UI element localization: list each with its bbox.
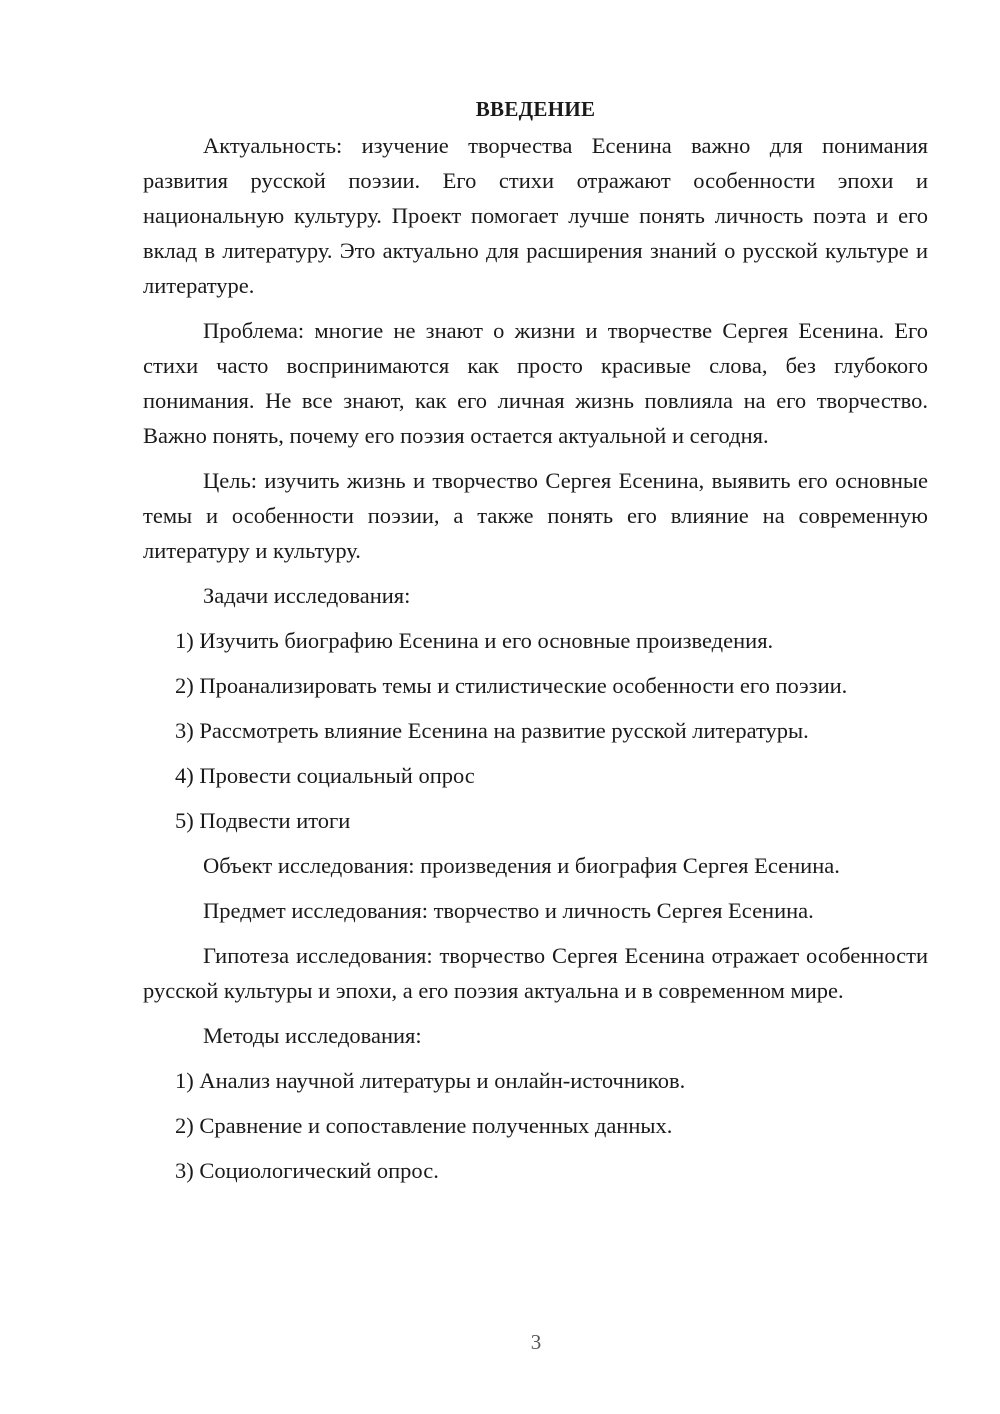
problem-paragraph: Проблема: многие не знают о жизни и творчестве Сергея Есенина. Его стихи часто воспринимаются как просто красивые слова, без глубокого понимания. Не все знают, как его личная жизнь повлияла на его творчество. Важно понять, почему его поэзия остается актуальной и сегодня. (143, 318, 928, 448)
subject-paragraph: Предмет исследования: творчество и личность Сергея Есенина. (203, 898, 814, 923)
task-item: 3) Рассмотреть влияние Есенина на развитие русской литературы. (175, 718, 809, 743)
object-paragraph: Объект исследования: произведения и биография Сергея Есенина. (203, 853, 840, 878)
section-title: ВВЕДЕНИЕ (475, 97, 596, 121)
method-item: 1) Анализ научной литературы и онлайн-источников. (175, 1068, 686, 1093)
tasks-list (143, 623, 928, 838)
method-item: 3) Социологический опрос. (175, 1158, 439, 1183)
page-number: 3 (530, 1330, 542, 1354)
methods-heading: Методы исследования: (203, 1023, 422, 1048)
goal-paragraph: Цель: изучить жизнь и творчество Сергея Есенина, выявить его основные темы и особенности поэзии, а также понять его влияние на современную литературу и культуру. (143, 468, 928, 563)
task-item: 5) Подвести итоги (175, 808, 351, 833)
hypothesis-paragraph: Гипотеза исследования: творчество Сергея Есенина отражает особенности русской культуры и эпохи, а его поэзия актуальна и в современном мире. (143, 943, 928, 1003)
methods-list (143, 1063, 928, 1188)
method-item: 2) Сравнение и сопоставление полученных данных. (175, 1113, 673, 1138)
document-page (143, 92, 928, 1188)
relevance-paragraph: Актуальность: изучение творчества Есенина важно для понимания развития русской поэзии. Его стихи отражают особенности эпохи и национальную культуру. Проект помогает лучше понять личность поэта и его вклад в литературу. Это актуально для расширения знаний о русской культуре и литературе. (143, 133, 928, 298)
task-item: 4) Провести социальный опрос (175, 763, 475, 788)
task-item: 1) Изучить биографию Есенина и его основные произведения. (175, 628, 774, 653)
tasks-heading: Задачи исследования: (203, 583, 411, 608)
task-item: 2) Проанализировать темы и стилистические особенности его поэзии. (175, 673, 848, 698)
